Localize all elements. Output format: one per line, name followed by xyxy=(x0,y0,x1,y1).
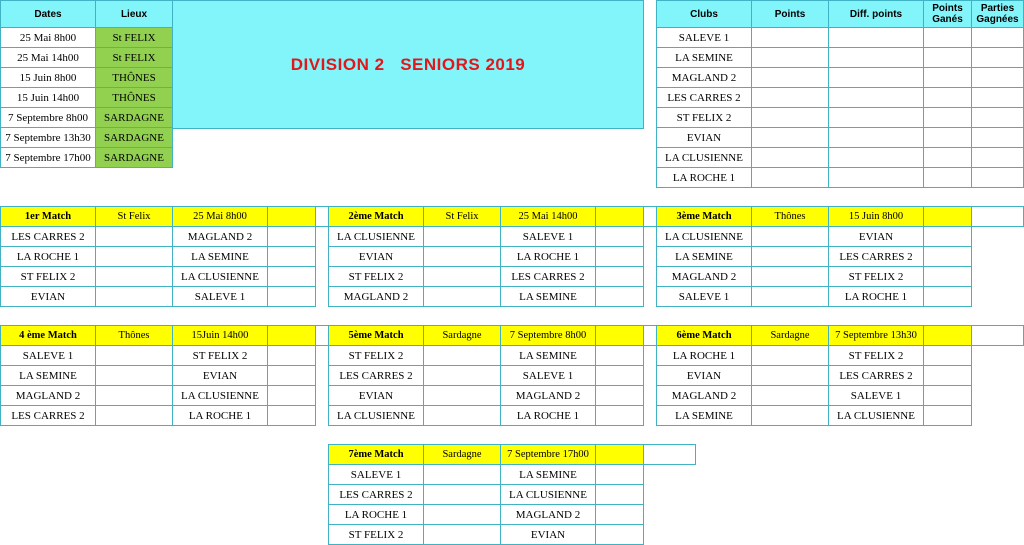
match-name: 3ème Match xyxy=(657,207,752,227)
away-score xyxy=(596,366,644,386)
schedule-header-row xyxy=(1,1,173,28)
standings-row xyxy=(657,28,1024,48)
away-team: LA CLUSIENNE xyxy=(501,485,596,505)
away-score xyxy=(596,287,644,307)
spacer-cell xyxy=(644,525,696,545)
home-team: SALEVE 1 xyxy=(1,346,96,366)
standings-cell xyxy=(972,168,1024,188)
away-score xyxy=(924,406,972,426)
home-score xyxy=(96,287,173,307)
away-team: LA SEMINE xyxy=(173,247,268,267)
away-score xyxy=(268,287,316,307)
match-date: 15Juin 14h00 xyxy=(173,326,268,346)
match-row xyxy=(1,386,368,406)
standings-row xyxy=(657,148,1024,168)
match-row xyxy=(329,227,696,247)
standings-header-points: Points xyxy=(752,1,829,28)
match-row xyxy=(1,406,368,426)
match-row xyxy=(657,227,1024,247)
away-team: LA ROCHE 1 xyxy=(829,287,924,307)
home-score xyxy=(424,247,501,267)
away-team: LA ROCHE 1 xyxy=(173,406,268,426)
standings-cell xyxy=(972,88,1024,108)
schedule-row xyxy=(1,128,173,148)
home-team: EVIAN xyxy=(657,366,752,386)
match-table xyxy=(328,325,696,426)
away-team: MAGLAND 2 xyxy=(501,386,596,406)
home-team: MAGLAND 2 xyxy=(657,386,752,406)
match-table xyxy=(328,206,696,307)
match-header-row xyxy=(1,326,368,346)
away-score xyxy=(924,267,972,287)
spacer-cell xyxy=(972,227,1024,247)
home-score xyxy=(424,485,501,505)
match-row xyxy=(329,386,696,406)
standings-cell xyxy=(829,128,924,148)
away-team: MAGLAND 2 xyxy=(501,505,596,525)
standings-club: ST FELIX 2 xyxy=(657,108,752,128)
away-team: ST FELIX 2 xyxy=(829,346,924,366)
home-team: LES CARRES 2 xyxy=(329,485,424,505)
away-score xyxy=(268,366,316,386)
home-team: LA ROCHE 1 xyxy=(329,505,424,525)
schedule-header-dates: Dates xyxy=(1,1,96,28)
schedule-table xyxy=(0,0,173,168)
match-table xyxy=(328,444,696,545)
match-place: St Felix xyxy=(424,207,501,227)
standings-club: LES CARRES 2 xyxy=(657,88,752,108)
schedule-date: 15 Juin 8h00 xyxy=(1,68,96,88)
standings-cell xyxy=(972,148,1024,168)
match-table xyxy=(0,206,368,307)
match-row xyxy=(329,465,696,485)
away-team: EVIAN xyxy=(501,525,596,545)
match-header-row xyxy=(329,207,696,227)
away-team: ST FELIX 2 xyxy=(173,346,268,366)
away-team: LA SEMINE xyxy=(501,346,596,366)
away-team: MAGLAND 2 xyxy=(173,227,268,247)
spacer-cell xyxy=(644,465,696,485)
standings-club: LA SEMINE xyxy=(657,48,752,68)
standings-cell xyxy=(972,108,1024,128)
standings-club: MAGLAND 2 xyxy=(657,68,752,88)
standings-row xyxy=(657,168,1024,188)
away-score xyxy=(268,267,316,287)
match-header-blank xyxy=(644,445,696,465)
match-row xyxy=(1,267,368,287)
home-team: LA CLUSIENNE xyxy=(329,406,424,426)
standings-row xyxy=(657,68,1024,88)
schedule-header-places: Lieux xyxy=(96,1,173,28)
match-header-blank xyxy=(972,207,1024,227)
standings-header-games-won: Parties Gagnées xyxy=(972,1,1024,28)
match-row xyxy=(657,366,1024,386)
home-team: SALEVE 1 xyxy=(329,465,424,485)
standings-header-row xyxy=(657,1,1024,28)
title-banner xyxy=(172,0,644,129)
match-date: 15 Juin 8h00 xyxy=(829,207,924,227)
standings-row xyxy=(657,108,1024,128)
match-name: 1er Match xyxy=(1,207,96,227)
home-score xyxy=(96,406,173,426)
home-team: EVIAN xyxy=(1,287,96,307)
spacer-cell xyxy=(644,505,696,525)
schedule-row xyxy=(1,48,173,68)
match-header-row xyxy=(329,445,696,465)
away-score xyxy=(596,505,644,525)
home-score xyxy=(424,406,501,426)
standings-club: EVIAN xyxy=(657,128,752,148)
match-date: 25 Mai 14h00 xyxy=(501,207,596,227)
standings-cell xyxy=(924,48,972,68)
match-header-row xyxy=(1,207,368,227)
match-row xyxy=(657,247,1024,267)
match-row xyxy=(657,406,1024,426)
home-team: MAGLAND 2 xyxy=(1,386,96,406)
match-header-row xyxy=(657,326,1024,346)
home-score xyxy=(752,386,829,406)
standings-header-clubs: Clubs xyxy=(657,1,752,28)
match-date: 7 Septembre 13h30 xyxy=(829,326,924,346)
match-row xyxy=(1,247,368,267)
home-team: LES CARRES 2 xyxy=(1,406,96,426)
home-team: LA CLUSIENNE xyxy=(329,227,424,247)
schedule-row xyxy=(1,148,173,168)
schedule-place: THÔNES xyxy=(96,68,173,88)
home-score xyxy=(424,525,501,545)
away-score xyxy=(596,485,644,505)
home-score xyxy=(96,386,173,406)
home-team: LA SEMINE xyxy=(1,366,96,386)
match-place: Sardagne xyxy=(752,326,829,346)
standings-cell xyxy=(924,148,972,168)
home-score xyxy=(752,267,829,287)
away-score xyxy=(268,386,316,406)
schedule-date: 7 Septembre 17h00 xyxy=(1,148,96,168)
home-team: LA SEMINE xyxy=(657,247,752,267)
home-score xyxy=(752,406,829,426)
schedule-place: THÔNES xyxy=(96,88,173,108)
standings-header-points-won: Points Ganés xyxy=(924,1,972,28)
match-header-empty xyxy=(268,326,316,346)
away-team: SALEVE 1 xyxy=(501,227,596,247)
spacer-cell xyxy=(972,247,1024,267)
schedule-date: 7 Septembre 8h00 xyxy=(1,108,96,128)
away-team: LES CARRES 2 xyxy=(501,267,596,287)
schedule-place: SARDAGNE xyxy=(96,108,173,128)
schedule-row xyxy=(1,28,173,48)
away-score xyxy=(924,247,972,267)
away-score xyxy=(268,247,316,267)
standings-table xyxy=(656,0,1024,188)
home-team: EVIAN xyxy=(329,247,424,267)
standings-cell xyxy=(752,168,829,188)
standings-cell xyxy=(924,108,972,128)
match-place: Thônes xyxy=(752,207,829,227)
spacer-cell xyxy=(972,386,1024,406)
away-score xyxy=(268,227,316,247)
away-team: LA SEMINE xyxy=(501,287,596,307)
match-row xyxy=(329,346,696,366)
away-team: LES CARRES 2 xyxy=(829,247,924,267)
standings-cell xyxy=(972,48,1024,68)
standings-club: LA ROCHE 1 xyxy=(657,168,752,188)
match-row xyxy=(329,406,696,426)
match-row xyxy=(329,525,696,545)
away-score xyxy=(596,247,644,267)
schedule-place: SARDAGNE xyxy=(96,148,173,168)
away-team: EVIAN xyxy=(829,227,924,247)
match-row xyxy=(329,485,696,505)
away-team: SALEVE 1 xyxy=(173,287,268,307)
match-name: 2ème Match xyxy=(329,207,424,227)
spacer-cell xyxy=(972,346,1024,366)
away-score xyxy=(924,386,972,406)
match-header-row xyxy=(329,326,696,346)
away-team: ST FELIX 2 xyxy=(829,267,924,287)
home-score xyxy=(752,366,829,386)
match-header-blank xyxy=(972,326,1024,346)
away-score xyxy=(924,287,972,307)
match-row xyxy=(1,287,368,307)
home-score xyxy=(96,227,173,247)
home-score xyxy=(752,287,829,307)
match-name: 7ème Match xyxy=(329,445,424,465)
standings-header-diff: Diff. points xyxy=(829,1,924,28)
away-team: EVIAN xyxy=(173,366,268,386)
home-team: EVIAN xyxy=(329,386,424,406)
standings-cell xyxy=(829,88,924,108)
match-header-row xyxy=(657,207,1024,227)
match-row xyxy=(329,505,696,525)
standings-club: SALEVE 1 xyxy=(657,28,752,48)
standings-cell xyxy=(752,148,829,168)
schedule-row xyxy=(1,88,173,108)
standings-cell xyxy=(752,108,829,128)
home-score xyxy=(424,366,501,386)
away-team: LA ROCHE 1 xyxy=(501,247,596,267)
standings-cell xyxy=(924,128,972,148)
home-team: MAGLAND 2 xyxy=(329,287,424,307)
match-row xyxy=(329,247,696,267)
match-place: Sardagne xyxy=(424,445,501,465)
standings-row xyxy=(657,48,1024,68)
match-table xyxy=(656,206,1024,307)
away-score xyxy=(596,346,644,366)
match-header-empty xyxy=(596,207,644,227)
standings-row xyxy=(657,88,1024,108)
home-team: LA CLUSIENNE xyxy=(657,227,752,247)
standings-cell xyxy=(972,128,1024,148)
match-header-empty xyxy=(596,445,644,465)
home-team: LA SEMINE xyxy=(657,406,752,426)
match-place: St Felix xyxy=(96,207,173,227)
home-score xyxy=(424,267,501,287)
schedule-date: 15 Juin 14h00 xyxy=(1,88,96,108)
schedule-place: St FELIX xyxy=(96,28,173,48)
match-row xyxy=(1,366,368,386)
away-team: SALEVE 1 xyxy=(829,386,924,406)
home-score xyxy=(424,386,501,406)
spacer-cell xyxy=(644,485,696,505)
standings-cell xyxy=(924,168,972,188)
spacer-cell xyxy=(972,287,1024,307)
standings-cell xyxy=(972,28,1024,48)
match-name: 4 ème Match xyxy=(1,326,96,346)
schedule-date: 25 Mai 8h00 xyxy=(1,28,96,48)
away-score xyxy=(924,346,972,366)
match-header-empty xyxy=(924,326,972,346)
match-name: 5ème Match xyxy=(329,326,424,346)
away-score xyxy=(924,227,972,247)
match-row xyxy=(657,346,1024,366)
standings-cell xyxy=(924,68,972,88)
match-name: 6ème Match xyxy=(657,326,752,346)
home-score xyxy=(96,247,173,267)
spacer-cell xyxy=(972,366,1024,386)
standings-row xyxy=(657,128,1024,148)
standings-cell xyxy=(829,28,924,48)
match-date: 7 Septembre 17h00 xyxy=(501,445,596,465)
standings-club: LA CLUSIENNE xyxy=(657,148,752,168)
home-team: LES CARRES 2 xyxy=(1,227,96,247)
home-score xyxy=(96,267,173,287)
match-row xyxy=(329,267,696,287)
standings-cell xyxy=(924,28,972,48)
home-team: LA ROCHE 1 xyxy=(657,346,752,366)
match-row xyxy=(657,386,1024,406)
schedule-date: 7 Septembre 13h30 xyxy=(1,128,96,148)
schedule-row xyxy=(1,68,173,88)
away-team: LES CARRES 2 xyxy=(829,366,924,386)
away-team: LA ROCHE 1 xyxy=(501,406,596,426)
home-team: ST FELIX 2 xyxy=(1,267,96,287)
home-score xyxy=(424,227,501,247)
home-team: LES CARRES 2 xyxy=(329,366,424,386)
home-team: ST FELIX 2 xyxy=(329,267,424,287)
match-row xyxy=(1,227,368,247)
away-score xyxy=(596,267,644,287)
away-team: LA CLUSIENNE xyxy=(173,267,268,287)
standings-cell xyxy=(752,48,829,68)
standings-cell xyxy=(829,68,924,88)
home-team: ST FELIX 2 xyxy=(329,525,424,545)
schedule-row xyxy=(1,108,173,128)
standings-cell xyxy=(752,128,829,148)
standings-cell xyxy=(752,88,829,108)
match-place: Thônes xyxy=(96,326,173,346)
match-table xyxy=(656,325,1024,426)
match-header-empty xyxy=(924,207,972,227)
match-place: Sardagne xyxy=(424,326,501,346)
home-score xyxy=(424,465,501,485)
away-score xyxy=(596,525,644,545)
home-score xyxy=(96,346,173,366)
match-row xyxy=(1,346,368,366)
schedule-place: St FELIX xyxy=(96,48,173,68)
spacer-cell xyxy=(972,267,1024,287)
match-row xyxy=(329,366,696,386)
away-score xyxy=(924,366,972,386)
home-score xyxy=(96,366,173,386)
home-score xyxy=(424,505,501,525)
match-row xyxy=(657,267,1024,287)
standings-cell xyxy=(829,148,924,168)
spacer-cell xyxy=(972,406,1024,426)
home-score xyxy=(752,247,829,267)
home-team: SALEVE 1 xyxy=(657,287,752,307)
standings-cell xyxy=(924,88,972,108)
home-score xyxy=(424,287,501,307)
home-team: MAGLAND 2 xyxy=(657,267,752,287)
away-score xyxy=(268,346,316,366)
away-team: LA SEMINE xyxy=(501,465,596,485)
schedule-place: SARDAGNE xyxy=(96,128,173,148)
page-title: DIVISION 2 SENIORS 2019 xyxy=(290,54,526,74)
home-team: LA ROCHE 1 xyxy=(1,247,96,267)
away-score xyxy=(596,406,644,426)
standings-cell xyxy=(752,28,829,48)
standings-cell xyxy=(752,68,829,88)
standings-cell xyxy=(829,108,924,128)
home-team: ST FELIX 2 xyxy=(329,346,424,366)
away-score xyxy=(268,406,316,426)
away-score xyxy=(596,465,644,485)
match-row xyxy=(657,287,1024,307)
home-score xyxy=(424,346,501,366)
home-score xyxy=(752,227,829,247)
away-team: LA CLUSIENNE xyxy=(829,406,924,426)
home-score xyxy=(752,346,829,366)
match-header-empty xyxy=(268,207,316,227)
match-date: 25 Mai 8h00 xyxy=(173,207,268,227)
away-score xyxy=(596,227,644,247)
standings-cell xyxy=(829,48,924,68)
away-score xyxy=(596,386,644,406)
match-table xyxy=(0,325,368,426)
match-date: 7 Septembre 8h00 xyxy=(501,326,596,346)
match-header-empty xyxy=(596,326,644,346)
away-team: SALEVE 1 xyxy=(501,366,596,386)
schedule-date: 25 Mai 14h00 xyxy=(1,48,96,68)
standings-cell xyxy=(972,68,1024,88)
standings-cell xyxy=(829,168,924,188)
match-row xyxy=(329,287,696,307)
away-team: LA CLUSIENNE xyxy=(173,386,268,406)
